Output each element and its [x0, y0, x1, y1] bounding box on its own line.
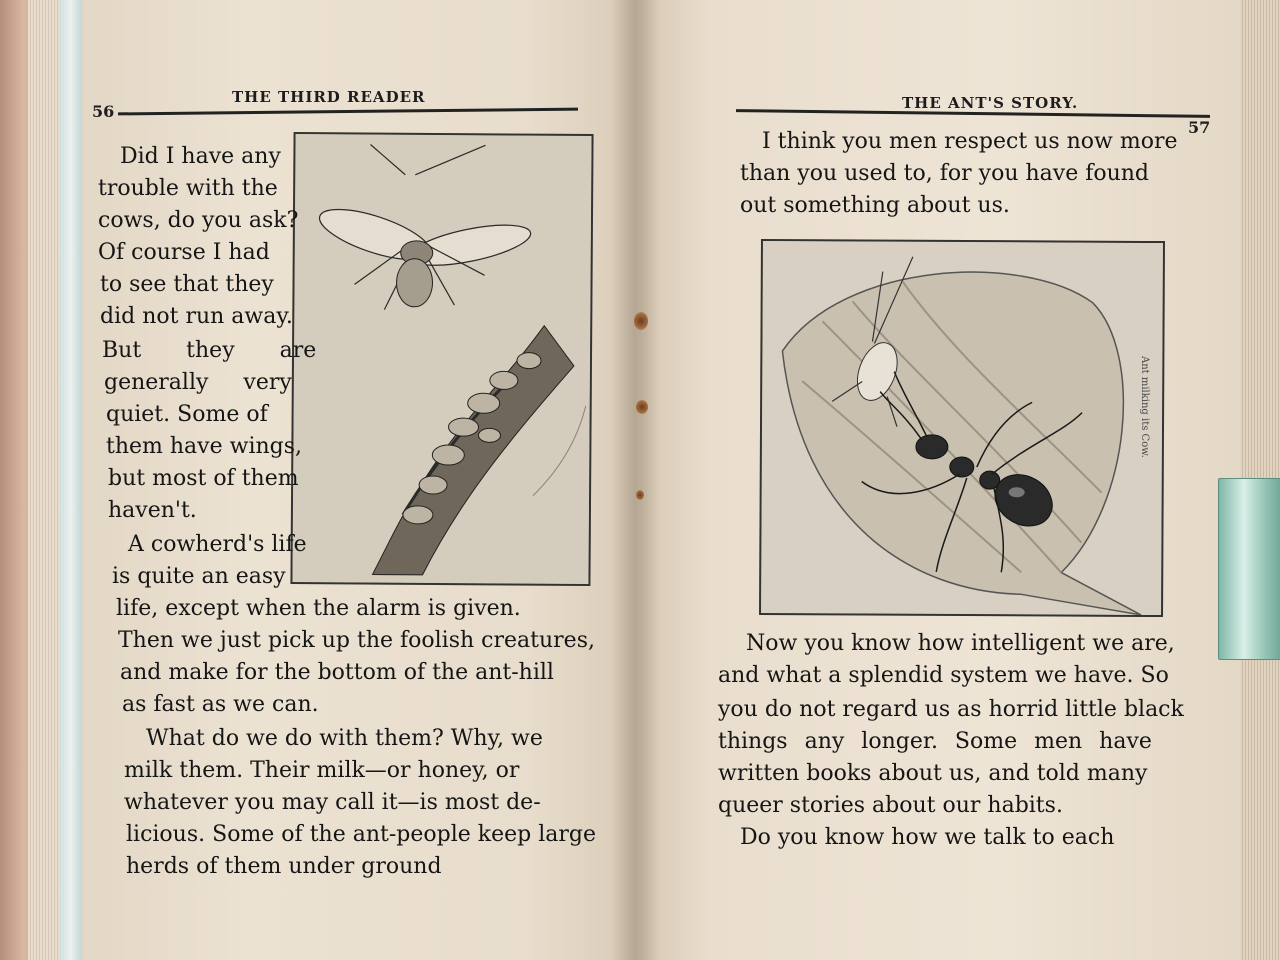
left-text-line: milk them. Their milk—or honey, or: [124, 758, 520, 783]
left-text-line: but most of them: [108, 466, 299, 491]
right-text-line: things any longer. Some men have: [718, 729, 1152, 754]
left-text-line: herds of them under ground: [126, 854, 442, 879]
right-text-line: out something about us.: [740, 193, 1010, 218]
left-text-line: as fast as we can.: [122, 692, 319, 717]
ant-milking-illustration: [761, 241, 1163, 615]
left-text-line: Did I have any: [120, 144, 281, 169]
gutter-stain: [634, 312, 648, 330]
left-text-line: But they are: [102, 338, 317, 363]
left-text-line: them have wings,: [106, 434, 303, 459]
aphid-illustration: [292, 134, 591, 584]
left-text-line: generally very: [104, 370, 292, 395]
left-text-line: Of course I had: [98, 240, 270, 265]
right-page-number: 57: [1188, 118, 1211, 137]
left-text-line: whatever you may call it—is most de-: [124, 790, 541, 815]
left-text-line: quiet. Some of: [106, 402, 268, 427]
page-clip: [1218, 478, 1280, 660]
left-text-line: haven't.: [108, 498, 197, 523]
left-text-line: What do we do with them? Why, we: [146, 726, 543, 751]
left-text-line: A cowherd's life: [128, 532, 307, 557]
left-text-line: to see that they: [100, 272, 274, 297]
book-gutter: [610, 0, 660, 960]
right-text-line: you do not regard us as horrid little black: [718, 697, 1184, 722]
left-running-head: THE THIRD READER: [232, 88, 426, 106]
left-text-line: trouble with the: [98, 176, 278, 201]
left-page-number: 56: [92, 102, 115, 121]
left-text-line: and make for the bottom of the ant-hill: [120, 660, 554, 685]
gutter-stain: [636, 490, 644, 500]
right-running-head: THE ANT'S STORY.: [902, 94, 1079, 112]
left-text-line: cows, do you ask?: [98, 208, 299, 233]
illustration-caption: Ant milking its Cow.: [1139, 356, 1150, 458]
right-text-line: Do you know how we talk to each: [740, 825, 1115, 850]
gutter-stain: [636, 400, 648, 414]
left-text-line: is quite an easy: [112, 564, 286, 589]
right-text-line: and what a splendid system we have. So: [718, 663, 1169, 688]
right-text-line: I think you men respect us now more: [762, 129, 1178, 154]
ant-illustration-frame: [759, 239, 1165, 617]
left-text-line: licious. Some of the ant-people keep large: [126, 822, 596, 847]
aphid-illustration-frame: [290, 132, 593, 586]
right-text-line: Now you know how intelligent we are,: [746, 631, 1175, 656]
left-text-line: did not run away.: [100, 304, 293, 329]
right-text-line: written books about us, and told many: [718, 761, 1148, 786]
left-text-line: life, except when the alarm is given.: [116, 596, 521, 621]
right-text-line: queer stories about our habits.: [718, 793, 1063, 818]
left-text-line: Then we just pick up the foolish creatures,: [118, 628, 595, 653]
binding-tape: [60, 0, 82, 960]
right-text-line: than you used to, for you have found: [740, 161, 1150, 186]
